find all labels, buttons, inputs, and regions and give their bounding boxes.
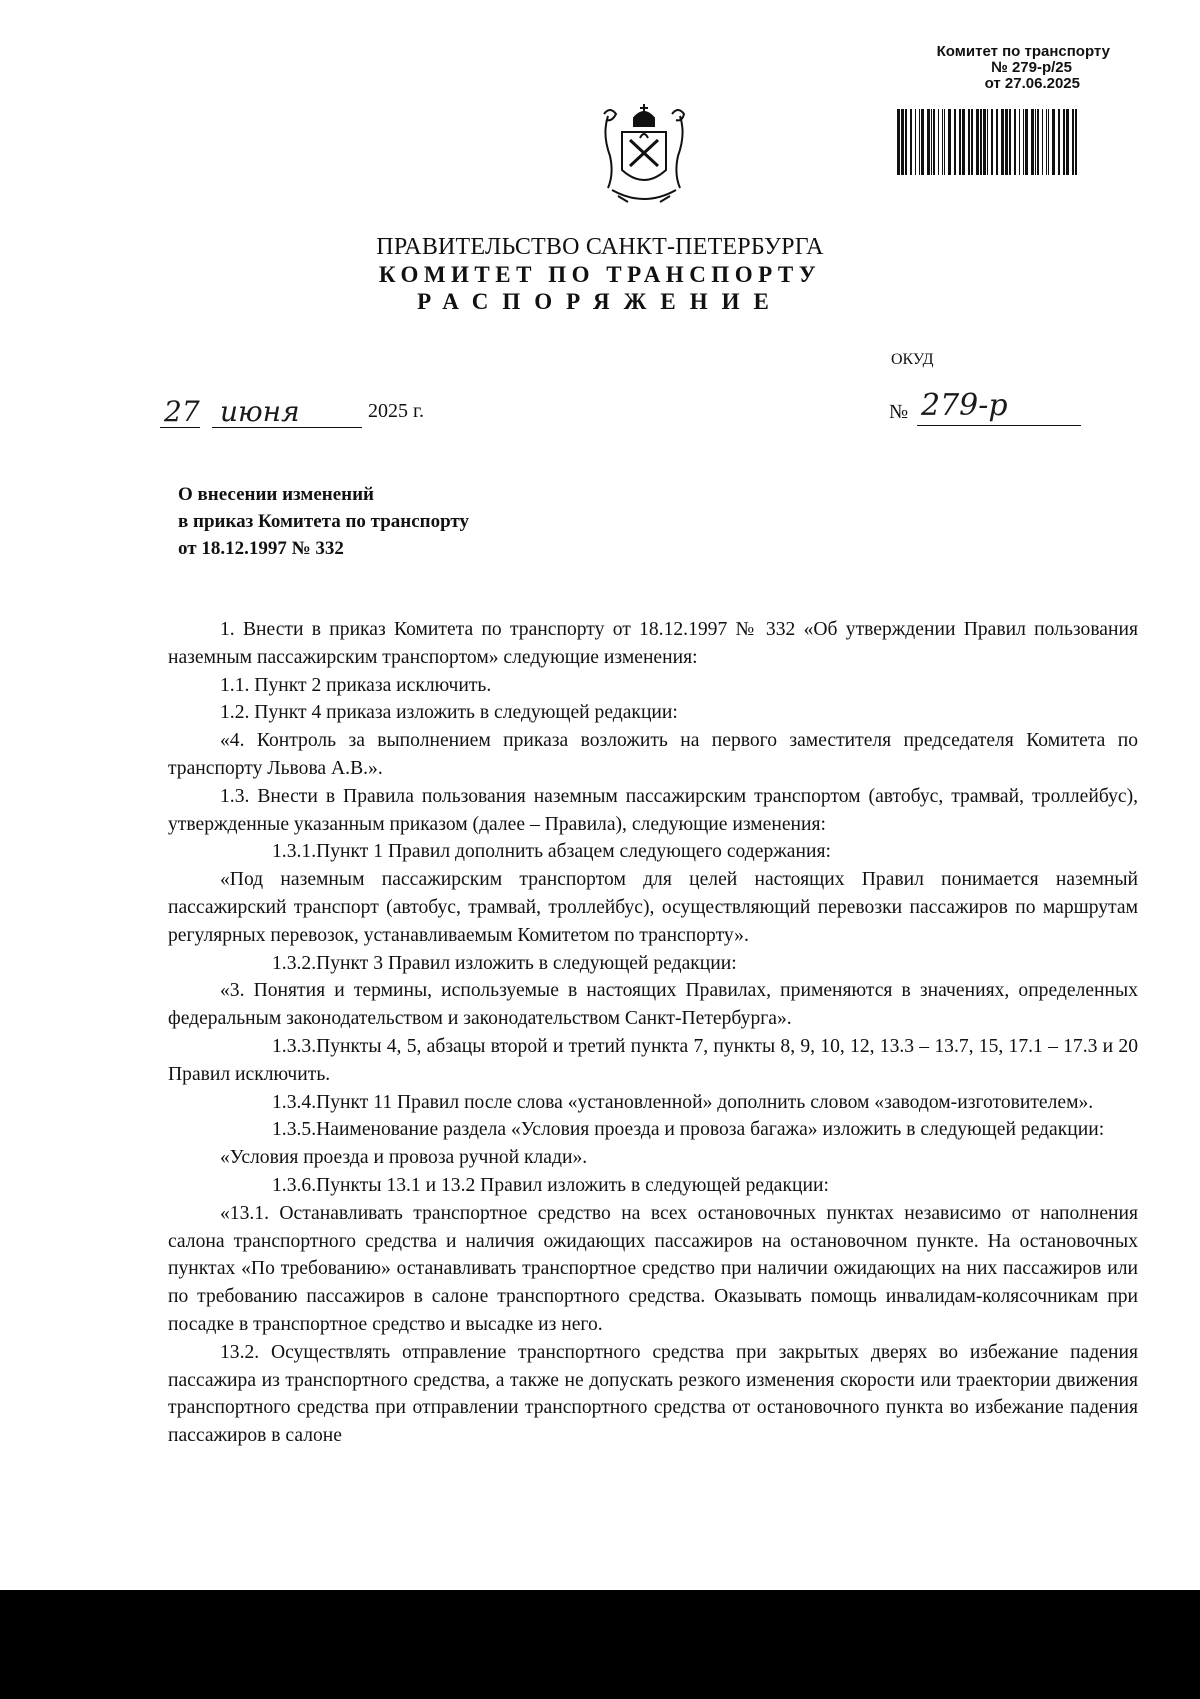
barcode-bar [954, 109, 956, 175]
barcode-bar [959, 109, 961, 175]
barcode-bar [1066, 109, 1069, 175]
barcode-bar [927, 109, 930, 175]
body-paragraph: 1.3.1.Пункт 1 Правил дополнить абзацем следующего содержания: [272, 841, 831, 863]
stamp-line-3: от 27.06.2025 [984, 75, 1080, 92]
barcode-bar [1058, 109, 1060, 175]
body-paragraph: 1.3.2.Пункт 3 Правил изложить в следующей редакции: [272, 952, 737, 974]
barcode-bar [1035, 109, 1036, 175]
number-value: 279-р [921, 388, 1008, 423]
barcode-bar [1072, 109, 1074, 175]
stamp-line-1: Комитет по транспорту [936, 43, 1110, 60]
body-paragraph: 1.3.5.Наименование раздела «Условия проезда и провоза багажа» изложить в следующей редакции: [272, 1119, 1105, 1141]
barcode-bar [1025, 109, 1028, 175]
barcode-bar [944, 109, 945, 175]
number-block [889, 388, 1169, 428]
document-body [168, 616, 1138, 1450]
barcode-bar [901, 109, 904, 175]
body-paragraph: «4. Контроль за выполнением приказа возложить на первого заместителя председателя Комитета по транспорту Львова А.В.». [168, 730, 1138, 779]
barcode-bar [948, 109, 951, 175]
body-paragraph: «3. Понятия и термины, используемые в настоящих Правилах, применяются в значениях, определенных федеральным законодательством и законодательством Санкт-Петербурга». [168, 980, 1138, 1030]
body-paragraph: «Условия проезда и провоза ручной клади». [220, 1147, 588, 1169]
barcode-bar [915, 109, 916, 175]
date-block [160, 395, 460, 429]
document-type-heading: РАСПОРЯЖЕНИЕ [417, 289, 783, 314]
barcode-bar [1063, 109, 1065, 175]
barcode-bar [942, 109, 943, 175]
st-petersburg-coat-of-arms-icon [600, 104, 688, 212]
barcode-bar [897, 109, 900, 175]
body-paragraph: 1.3.4.Пункт 11 Правил после слова «установленной» дополнить словом «заводом-изготовителем». [272, 1091, 1094, 1113]
barcode-bar [933, 109, 935, 175]
barcode-bar [1005, 109, 1008, 175]
body-paragraph: «Под наземным пассажирским транспортом для целей настоящих Правил понимается наземный пассажирский транспорт (автобус, трамвай, троллейбус), осуществляющий перевозки пассажиров по маршрутам регулярных перевозок, устанавливаемым Комитетом по транспорту». [168, 869, 1138, 946]
committee-heading: КОМИТЕТ ПО ТРАНСПОРТУ [378, 262, 822, 287]
barcode-bar [1023, 109, 1024, 175]
barcode-bar [1046, 109, 1047, 175]
subject-line: О внесении изменений [178, 484, 375, 505]
body-paragraph: «13.1. Останавливать транспортное средство на всех остановочных пунктах независимо от наполнения салона транспортного средства и наличия ожидающих пассажиров на остановочном пункте. На остановочных пунктах «По требованию» останавливать транспортное средство при наличии ожидающих на них пассажиров или по требованию пассажиров в салоне транспортного средства. Оказывать помощь инвалидам-колясочникам при посадке в транспортное средство и высадке из него. [168, 1202, 1138, 1335]
barcode-bar [938, 109, 939, 175]
subject-block [178, 481, 469, 562]
barcode-bar [996, 109, 998, 175]
barcode-bar [1001, 109, 1004, 175]
government-heading: ПРАВИТЕЛЬСТВО САНКТ-ПЕТЕРБУРГА [376, 234, 824, 260]
barcode-bar [1009, 109, 1011, 175]
number-underline [917, 425, 1081, 426]
stamp-line-2: № 279-р/25 [991, 59, 1072, 76]
barcode-bar [931, 109, 932, 175]
barcode-bar [991, 109, 993, 175]
barcode-bar [1048, 109, 1049, 175]
barcode-bar [968, 109, 970, 175]
barcode [897, 109, 1083, 175]
number-prefix: № [889, 401, 909, 423]
body-paragraph: 1. Внести в приказ Комитета по транспорту от 18.12.1997 № 332 «Об утверждении Правил пользования наземным пассажирским транспортом» следующие изменения: [168, 619, 1138, 668]
barcode-bar [976, 109, 979, 175]
barcode-bar [1031, 109, 1034, 175]
barcode-bar [971, 109, 973, 175]
registration-stamp [850, 44, 1110, 92]
barcode-bar [1037, 109, 1039, 175]
body-paragraph: 1.3.3.Пункты 4, 5, абзацы второй и третий пункта 7, пункты 8, 9, 10, 12, 13.3 – 13.7, 15, 17.1 – 17.3 и 20 Правил исключить. [168, 1035, 1138, 1085]
date-year: 2025 г. [368, 400, 424, 422]
date-day: 27 [164, 395, 200, 428]
body-paragraph: 13.2. Осуществлять отправление транспортного средства при закрытых дверях во избежание падения пассажира из транспортного средства, а также не допускать резкого изменения скорости или траектории движения транспортного средства при отправлении транспортного средства от остановочного пункта во избежание падения пассажиров в салоне [168, 1341, 1138, 1447]
barcode-bar [1019, 109, 1020, 175]
barcode-bar [1075, 109, 1077, 175]
date-day-underline [160, 427, 200, 428]
body-paragraph: 1.3.6.Пункты 13.1 и 13.2 Правил изложить в следующей редакции: [272, 1174, 829, 1196]
barcode-bar [1014, 109, 1016, 175]
barcode-bar [910, 109, 912, 175]
barcode-bar [919, 109, 920, 175]
barcode-bar [1052, 109, 1055, 175]
subject-line: от 18.12.1997 № 332 [178, 538, 344, 559]
barcode-bar [980, 109, 982, 175]
barcode-bar [905, 109, 907, 175]
okud-label: ОКУД [891, 351, 934, 368]
date-month: июня [220, 395, 300, 428]
barcode-bar [962, 109, 965, 175]
body-paragraph: 1.1. Пункт 2 приказа исключить. [220, 674, 492, 696]
body-paragraph: 1.3. Внести в Правила пользования наземным пассажирским транспортом (автобус, трамвай, троллейбус), утвержденные указанным приказом (далее – Правила), следующие изменения: [168, 785, 1138, 835]
barcode-bar [1042, 109, 1043, 175]
barcode-bar [983, 109, 986, 175]
subject-line: в приказ Комитета по транспорту [178, 511, 470, 532]
barcode-bar [987, 109, 988, 175]
date-month-underline [212, 427, 362, 428]
barcode-bar [921, 109, 924, 175]
body-paragraph: 1.2. Пункт 4 приказа изложить в следующей редакции: [220, 702, 678, 724]
